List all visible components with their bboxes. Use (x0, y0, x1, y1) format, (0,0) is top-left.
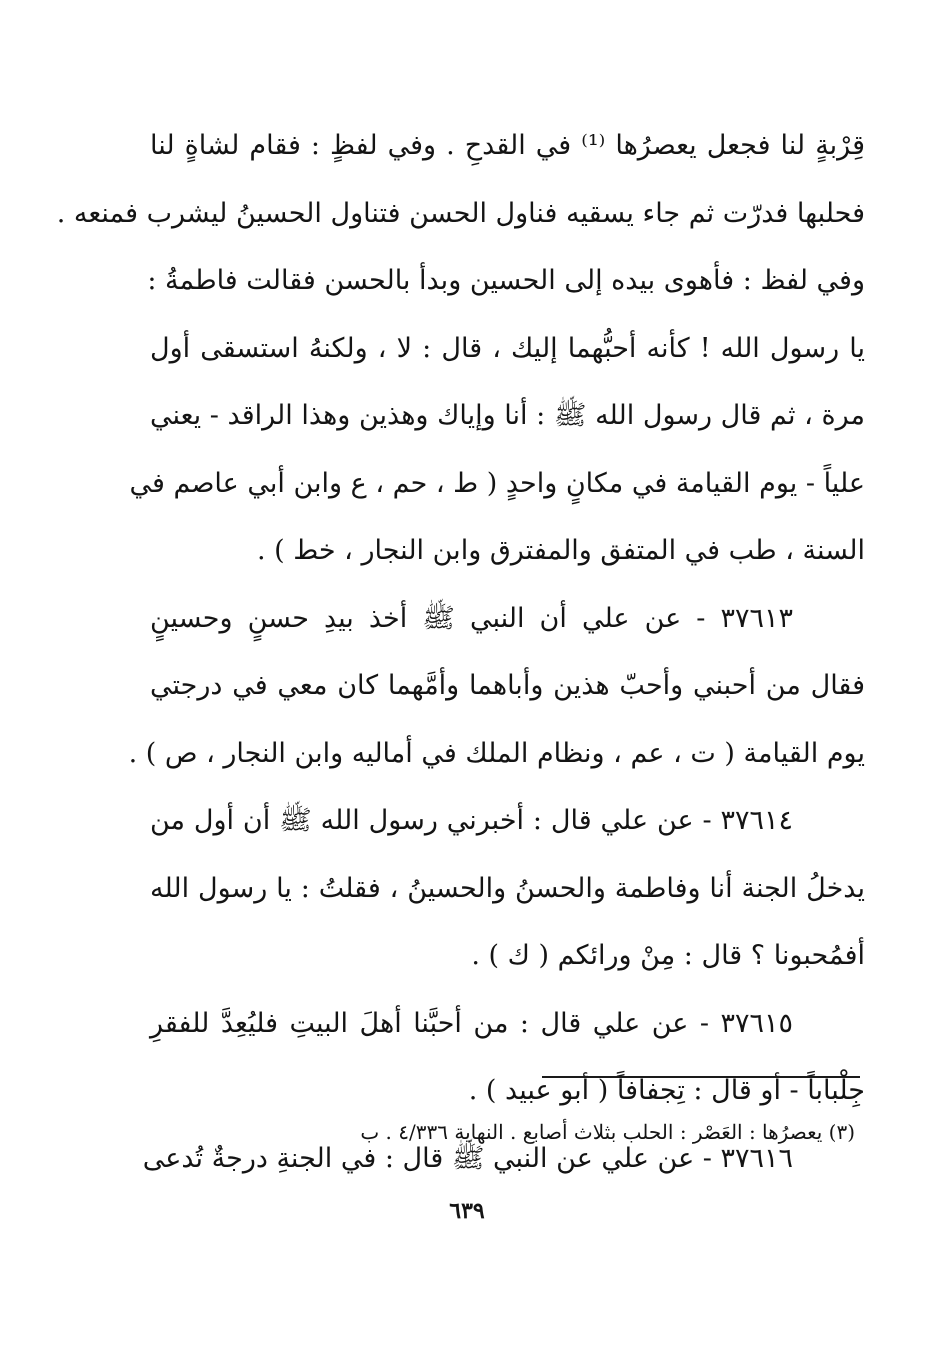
hadith-37614-start: ٣٧٦١٤ - عن علي قال : أخبرني رسول الله ﷺ أن أول من (150, 805, 793, 836)
text-line: السنة ، طب في المتفق والمفترق وابن النجار ، خط ) . (257, 535, 865, 566)
text-line: يوم القيامة ( ت ، عم ، ونظام الملك في أماليه وابن النجار ، ص ) . (128, 737, 865, 769)
hadith-37616-start: ٣٧٦١٦ - عن علي عن النبي ﷺ قال : في الجنةِ درجةٌ تُدعى (142, 1142, 793, 1174)
text-line: فقال من أحبني وأحبّ هذين وأباهما وأمَّهما كان معي في درجتي (150, 670, 865, 701)
main-text-block (56, 112, 865, 1192)
text-line: جِلْباباً - أو قال : تِجفافاً ( أبو عبيد ) . (468, 1075, 865, 1106)
hadith-37613-start: ٣٧٦١٣ - عن علي أن النبي ﷺ أخذ بيدِ حسنٍ وحسينٍ (150, 602, 793, 634)
footnote-divider (542, 1076, 860, 1078)
text-line: وفي لفظ : فأهوى بيده إلى الحسين وبدأ بالحسن فقالت فاطمةُ : (147, 265, 865, 296)
footnote: (٣) يعصرُها : العَصْر : الحلب بثلاث أصابع . النهاية ٤/٣٣٦ . ب (360, 1120, 855, 1144)
text-line: فحلبها فدرّت ثم جاء يسقيه فناول الحسن فتناول الحسينُ ليشرب فمنعه . (56, 197, 865, 229)
text-line: قِرْبةٍ لنا فجعل يعصرُها ⁽¹⁾ في القدحِ . وفي لفظٍ : فقام لشاةٍ لنا (150, 130, 865, 161)
hadith-37615-start: ٣٧٦١٥ - عن علي قال : من أحبَّنا أهلَ البيتِ فليُعِدَّ للفقرِ (150, 1007, 793, 1039)
page-number: ٦٣٩ (449, 1198, 485, 1224)
text-line: يا رسول الله ! كأنه أحبُّهما إليك ، قال : لا ، ولكنهُ استسقى أول (150, 332, 865, 364)
text-line: علياً - يوم القيامة في مكانٍ واحدٍ ( ط ، حم ، ع وابن أبي عاصم في (129, 467, 865, 499)
text-line: أفمُحبونا ؟ قال : مِنْ ورائكم ( ك ) . (471, 940, 865, 971)
text-line: مرة ، ثم قال رسول الله ﷺ : أنا وإياك وهذين وهذا الراقد - يعني (150, 400, 865, 431)
text-line: يدخلُ الجنة أنا وفاطمة والحسنُ والحسينُ ، فقلتُ : يا رسول الله (150, 872, 865, 904)
